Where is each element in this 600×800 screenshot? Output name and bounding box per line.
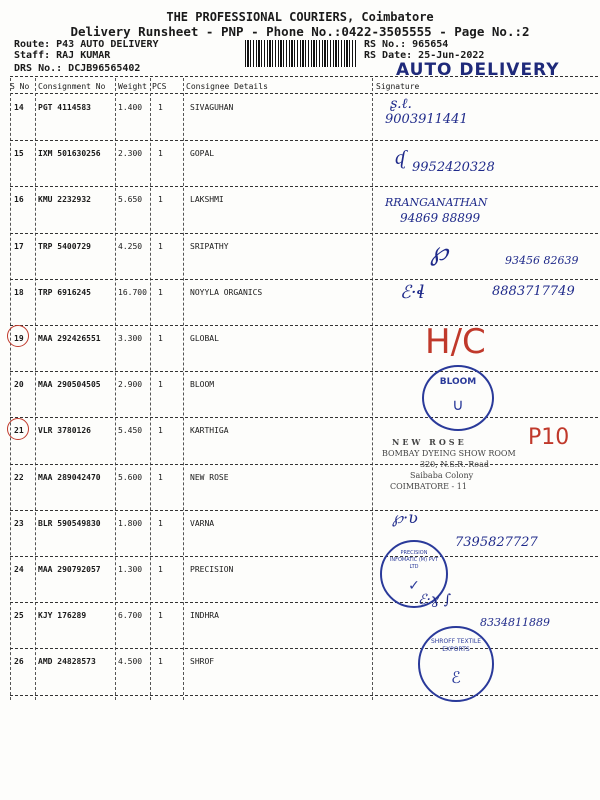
row-consignment: PGT 4114583 <box>38 103 91 112</box>
row-consignment: VLR 3780126 <box>38 426 91 436</box>
hc-mark: H/C <box>425 322 486 362</box>
table-row <box>0 372 600 418</box>
row-weight: 16.700 <box>118 287 147 297</box>
new-rose-stamp: NEW ROSE BOMBAY DYEING SHOW ROOM 320, N.S.R. Road Saibaba Colony COIMBATORE - 11 <box>382 437 516 491</box>
row-sno: 16 <box>14 195 24 205</box>
row-weight: 2.300 <box>118 149 143 159</box>
row-consignee: SHROF <box>190 657 215 667</box>
runsheet-subtitle: Delivery Runsheet - PNP - Phone No.:0422-3505555 - Page No.:2 <box>70 24 530 39</box>
row-pcs: 1 <box>158 103 163 112</box>
row-weight: 5.650 <box>118 195 143 205</box>
row-sno: 24 <box>14 565 24 574</box>
row-sno: 25 <box>14 611 24 621</box>
row-sno: 14 <box>14 103 24 112</box>
row-sno: 17 <box>14 241 24 251</box>
row-pcs: 1 <box>158 565 163 574</box>
signature-scribble: ʂ.ℓ. <box>390 96 412 112</box>
bloom-seal: BLOOM ∪ <box>422 365 494 431</box>
col-pcs: PCS <box>152 82 167 91</box>
row-consignee: GOPAL <box>190 149 215 159</box>
row-weight: 3.300 <box>118 334 143 343</box>
table-row <box>0 95 600 141</box>
row-consignee: PRECISION <box>190 565 234 574</box>
signature-scribble: ℘ <box>430 237 449 267</box>
drs-label: DRS No.: DCJB96565402 <box>14 63 141 74</box>
row-consignment: TRP 6916245 <box>38 287 91 297</box>
col-sno: S No <box>10 82 30 91</box>
row-weight: 1.400 <box>118 103 143 112</box>
table-row <box>0 557 600 603</box>
row-weight: 5.450 <box>118 426 143 436</box>
row-consignee: LAKSHMI <box>190 195 224 205</box>
row-consignment: AMD 24828573 <box>38 657 96 667</box>
row-pcs: 1 <box>158 472 163 482</box>
row-pcs: 1 <box>158 287 163 297</box>
signature-scribble: ℰ·ɬ <box>400 282 425 303</box>
handwritten-phone-15: 9952420328 <box>412 160 495 175</box>
table-row <box>0 187 600 233</box>
row-pcs: 1 <box>158 195 163 205</box>
row-weight: 4.500 <box>118 657 143 667</box>
row-weight: 1.300 <box>118 565 143 574</box>
signature-scribble: ℘·ʋ <box>392 508 418 527</box>
table-row <box>0 326 600 372</box>
col-weight: Weight <box>118 82 147 91</box>
row-consignee: GLOBAL <box>190 334 219 343</box>
row-consignment: MAA 289042470 <box>38 472 101 482</box>
row-weight: 2.900 <box>118 380 143 390</box>
row-consignee: INDHRA <box>190 611 219 621</box>
col-signature: Signature <box>376 82 420 91</box>
table-row <box>0 649 600 695</box>
row-weight: 4.250 <box>118 241 143 251</box>
row-weight: 5.600 <box>118 472 143 482</box>
row-consignee: BLOOM <box>190 380 215 390</box>
company-title: THE PROFESSIONAL COURIERS, Coimbatore <box>166 10 434 24</box>
handwritten-name-16: RRANGANATHAN <box>385 196 488 209</box>
auto-delivery-stamp: AUTO DELIVERY <box>396 60 560 80</box>
row-consignment: TRP 5400729 <box>38 241 91 251</box>
row-sno: 20 <box>14 380 24 390</box>
row-consignee: NOYYLA ORGANICS <box>190 287 263 297</box>
header-divider-top <box>10 76 598 77</box>
row-consignment: KJY 176289 <box>38 611 87 621</box>
row-weight: 1.800 <box>118 518 143 528</box>
rs-number: RS No.: 965654 <box>364 39 449 50</box>
handwritten-phone-24: 7395827727 <box>455 535 538 550</box>
col-consignment: Consignment No <box>38 82 106 91</box>
signature-scribble: ᶑ <box>395 145 405 169</box>
precision-seal: PRECISION INFOMATIC (M) PVT LTD ✓ <box>380 540 448 608</box>
p10-mark: P10 <box>528 425 570 450</box>
row-pcs: 1 <box>158 518 163 528</box>
row-consignment: MAA 290792057 <box>38 565 101 574</box>
row-weight: 6.700 <box>118 611 143 621</box>
header-divider-bottom <box>10 93 598 94</box>
row-sno: 15 <box>14 149 24 159</box>
row-sno: 19 <box>14 334 24 343</box>
row-consignment: KMU 2232932 <box>38 195 91 205</box>
row-pcs: 1 <box>158 611 163 621</box>
handwritten-phone-18: 8883717749 <box>492 284 575 299</box>
staff-label: Staff: RAJ KUMAR <box>14 50 111 61</box>
route-label: Route: P43 AUTO DELIVERY <box>14 39 159 50</box>
row-sno: 26 <box>14 657 24 667</box>
col-consignee: Consignee Details <box>186 82 268 91</box>
signature-scribble: ℰ·ɣ ∫ <box>418 592 452 608</box>
row-divider <box>10 695 598 696</box>
row-pcs: 1 <box>158 334 163 343</box>
row-consignee: KARTHIGA <box>190 426 229 436</box>
row-sno: 23 <box>14 518 24 528</box>
row-consignment: BLR 590549830 <box>38 518 101 528</box>
handwritten-phone-17: 93456 82639 <box>505 254 579 267</box>
row-pcs: 1 <box>158 426 163 436</box>
row-pcs: 1 <box>158 241 163 251</box>
handwritten-phone-25: 8334811889 <box>480 616 550 629</box>
row-consignee: SIVAGUHAN <box>190 103 234 112</box>
row-sno: 22 <box>14 472 24 482</box>
row-pcs: 1 <box>158 380 163 390</box>
row-consignment: IXM 501630256 <box>38 149 101 159</box>
annotation-circle <box>7 418 29 440</box>
handwritten-phone-16: 94869 88899 <box>400 211 481 225</box>
row-sno: 18 <box>14 287 24 297</box>
row-consignment: MAA 290504505 <box>38 380 101 390</box>
row-pcs: 1 <box>158 657 163 667</box>
annotation-circle <box>7 325 29 347</box>
row-sno: 21 <box>14 426 24 436</box>
row-pcs: 1 <box>158 149 163 159</box>
row-consignee: NEW ROSE <box>190 472 229 482</box>
row-consignment: MAA 292426551 <box>38 334 101 343</box>
row-consignee: VARNA <box>190 518 215 528</box>
shroff-seal: SHROFF TEXTILE EXPORTS ℰ <box>418 626 494 702</box>
row-consignee: SRIPATHY <box>190 241 229 251</box>
barcode <box>245 40 357 67</box>
rs-date: RS Date: 25-Jun-2022 <box>364 50 485 61</box>
handwritten-phone-14: 9003911441 <box>385 112 468 127</box>
table-row <box>0 141 600 187</box>
